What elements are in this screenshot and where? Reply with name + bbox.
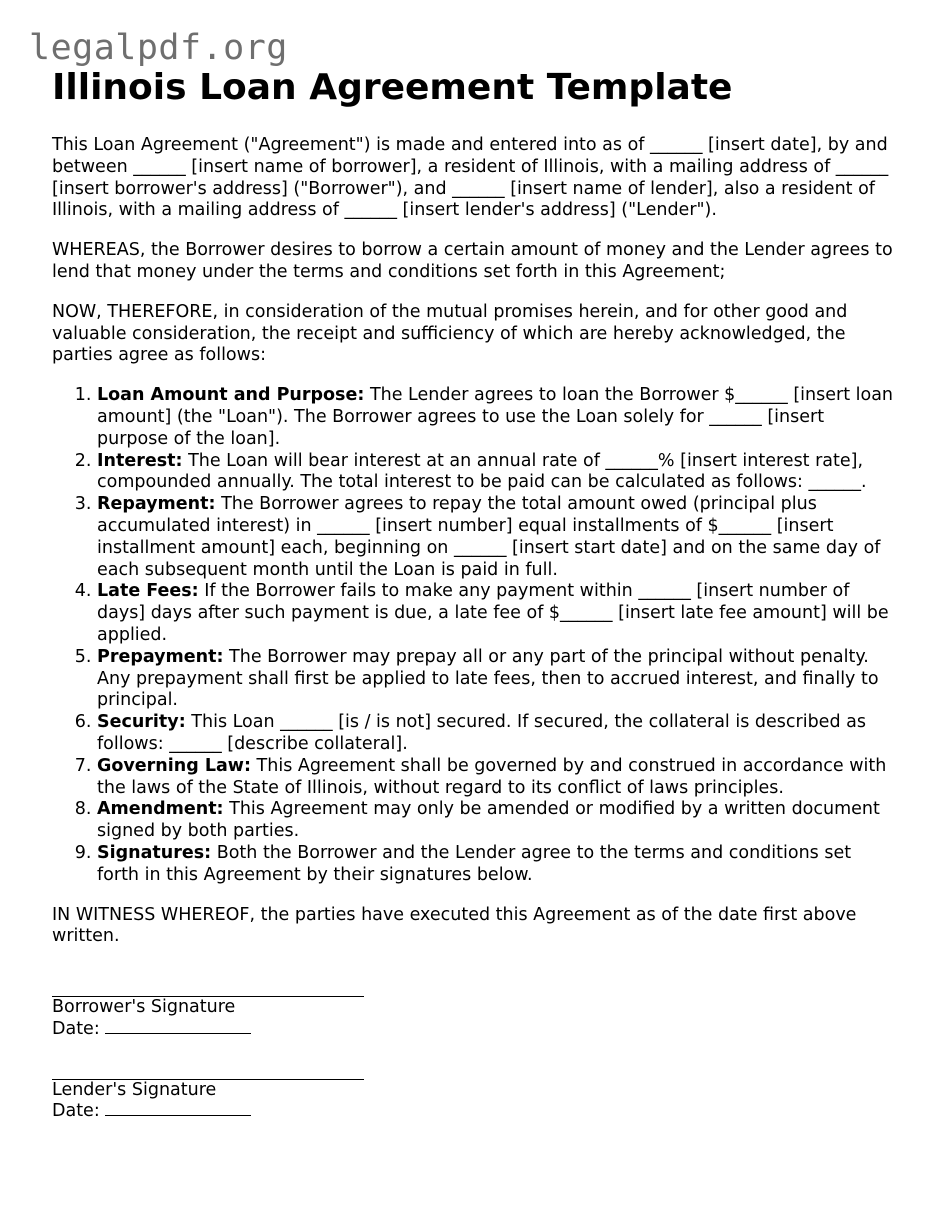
now-therefore-paragraph: NOW, THEREFORE, in consideration of the mutual promises herein, and for other good and valuable consideration, the receipt and sufficiency of which are hereby acknowledged, the parties agree as follows:: [52, 301, 848, 366]
date-label: Date:: [52, 1018, 100, 1039]
lender-date-row: [52, 1101, 897, 1123]
borrower-signature-line[interactable]: [52, 986, 364, 997]
clause-interest: [97, 451, 897, 495]
clause-heading: Late Fees:: [97, 581, 199, 602]
clause-signatures: [97, 843, 897, 887]
clause-loan-amount: [97, 385, 897, 450]
borrower-signature-label: Borrower's Signature: [52, 997, 236, 1018]
witness-paragraph: IN WITNESS WHEREOF, the parties have executed this Agreement as of the date first above written.: [52, 904, 857, 947]
lender-date-field[interactable]: [105, 1101, 251, 1116]
clause-security: [97, 712, 897, 756]
clause-heading: Interest:: [97, 450, 183, 471]
clause-text: This Agreement shall be governed by and construed in accordance with the laws of the State of Illinois, without regard to its conflict of laws principles.: [97, 755, 887, 798]
clause-repayment: [97, 494, 897, 581]
clause-heading: Signatures:: [97, 842, 212, 863]
clause-amendment: [97, 799, 897, 843]
watermark-logo: legalpdf.org: [29, 28, 288, 68]
clauses-list: [52, 385, 897, 886]
clause-text: The Loan will bear interest at an annual rate of ______% [insert interest rate], compounded annually. The total interest to be paid can be calculated as follows: ______.: [97, 450, 867, 493]
borrower-date-field[interactable]: [105, 1019, 251, 1034]
lender-signature-label: Lender's Signature: [52, 1079, 217, 1100]
clause-text: The Lender agrees to loan the Borrower $______ [insert loan amount] (the "Loan"). The Borrower agrees to use the Loan solely for ______ [insert purpose of the loan].: [97, 385, 894, 449]
date-label: Date:: [52, 1101, 100, 1122]
borrower-signature-block: [52, 986, 897, 1041]
clause-prepayment: [97, 647, 897, 712]
clause-heading: Amendment:: [97, 799, 224, 820]
clause-text: If the Borrower fails to make any payment within ______ [insert number of days] days after such payment is due, a late fee of $______ [insert late fee amount] will be applied.: [97, 581, 889, 645]
clause-text: Both the Borrower and the Lender agree to the terms and conditions set forth in this Agreement by their signatures below.: [97, 842, 852, 885]
clause-heading: Repayment:: [97, 494, 216, 515]
clause-heading: Loan Amount and Purpose:: [97, 385, 365, 406]
clause-text: This Loan ______ [is / is not] secured. If secured, the collateral is described as follows: ______ [describe collateral].: [97, 712, 866, 754]
clause-heading: Prepayment:: [97, 646, 224, 667]
lender-signature-line[interactable]: [52, 1069, 364, 1080]
clause-late-fees: [97, 581, 897, 646]
whereas-paragraph: WHEREAS, the Borrower desires to borrow a certain amount of money and the Lender agrees to lend that money under the terms and conditions set forth in this Agreement;: [52, 240, 893, 282]
clause-text: This Agreement may only be amended or modified by a written document signed by both parties.: [97, 799, 880, 842]
document-body: [52, 66, 897, 1123]
clause-heading: Governing Law:: [97, 755, 251, 776]
borrower-date-row: [52, 1019, 897, 1041]
clause-heading: Security:: [97, 712, 186, 733]
page-title: Illinois Loan Agreement Template: [52, 67, 733, 108]
intro-paragraph: This Loan Agreement ("Agreement") is made and entered into as of ______ [insert date], by and between ______ [insert name of borrower], a resident of Illinois, with a mailing address of ______ [insert borrower's address] ("Borrower"), and ______ [insert name of lender], also a resident of Illinois, with a mailing address of ______ [insert lender's address] ("Lender").: [52, 135, 889, 221]
clause-governing-law: [97, 756, 897, 800]
clause-text: The Borrower may prepay all or any part of the principal without penalty. Any prepayment shall first be applied to late fees, then to accrued interest, and finally to principal.: [97, 646, 879, 711]
clause-text: The Borrower agrees to repay the total amount owed (principal plus accumulated interest) in ______ [insert number] equal installments of $______ [insert installment amount] each, beginning on ______ [insert start date] and on the same day of each subsequent month until the Loan is paid in full.: [97, 494, 881, 580]
lender-signature-block: [52, 1069, 897, 1124]
